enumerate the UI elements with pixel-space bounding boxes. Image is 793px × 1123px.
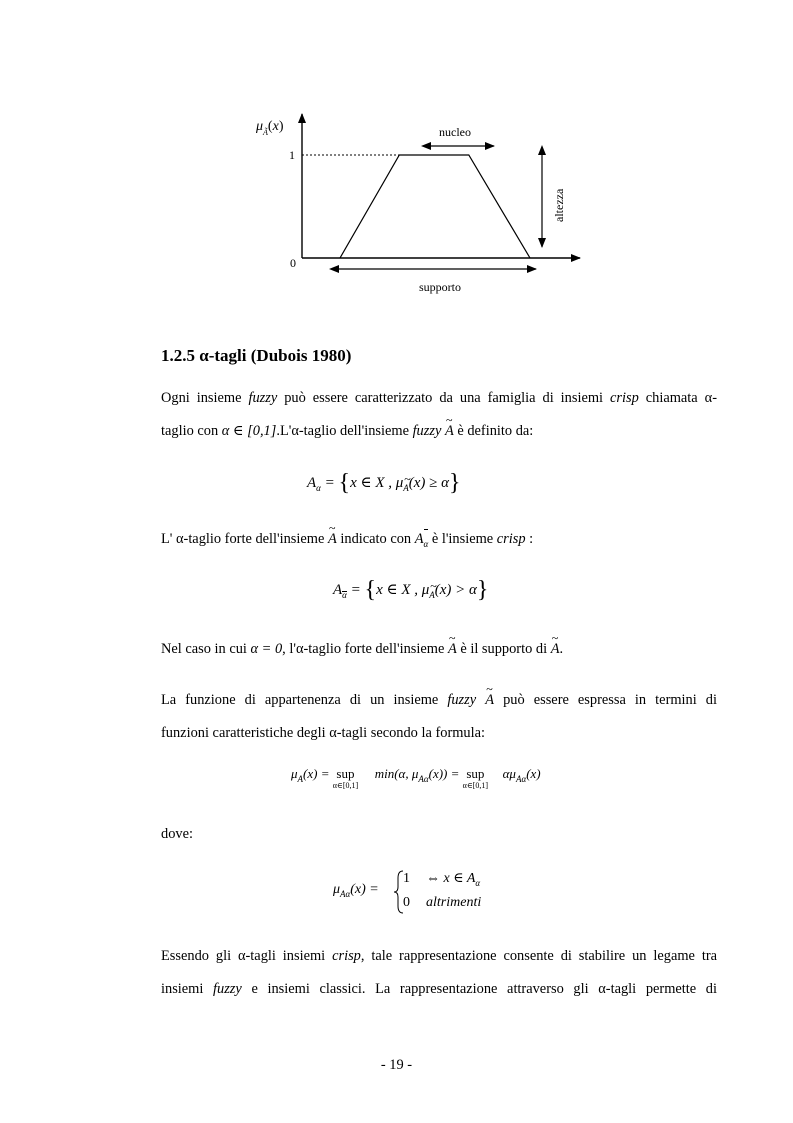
tick-one-label: 1 xyxy=(289,148,295,162)
formula-sup-representation: $\mu_A(x)$ = sup α∈[0,1] min(α, $\mu_{A\alpha}(x)$) = sup α∈[0,1] $\alpha\mu_{A\alpha}(x)$ xyxy=(291,766,541,790)
paragraph-strong-alpha-cut: L' α-taglio forte dell'insieme ~ A indicato con Aα è l'insieme crisp : xyxy=(161,523,717,561)
paragraph-alpha-cut-definition: Ogni insieme fuzzy può essere caratterizzato da una famiglia di insiemi crisp chiamata α- taglio con α ∈ [0,1].L'α-taglio dell'insieme fuzzy ~ A è definito da: xyxy=(161,382,717,448)
paragraph-crisp-link: Essendo gli α-tagli insiemi crisp, tale rappresentazione consente di stabilire un legame tra insiemi fuzzy e insiemi classici. La rappresentazione attraverso gli α-tagli permette di xyxy=(161,948,717,997)
formula-alpha-cut: $A_\alpha = \{x$ ∈ X , μ~ A(x) ≥ α} xyxy=(307,470,461,497)
supporto-label: supporto xyxy=(419,280,461,294)
section-heading: 1.2.5 α-tagli (Dubois 1980) xyxy=(161,346,352,365)
altezza-label: altezza xyxy=(552,188,566,222)
paragraph-alpha-zero: Nel caso in cui α = 0, l'α-taglio forte dell'insieme ~ A è il supporto di ~ A. xyxy=(161,633,717,666)
nucleo-label: nucleo xyxy=(439,125,471,139)
dove-label: dove: xyxy=(161,826,193,842)
y-axis-label: $\mu_Ã(x)$ xyxy=(256,119,284,137)
trapezoid-membership-curve xyxy=(340,155,530,258)
page-number: - 19 - xyxy=(380,1057,413,1073)
paragraph-membership-function: La funzione di appartenenza di un insieme fuzzy ~ A può essere espressa in termini di funzioni caratteristiche degli α-tagli secondo la formula: xyxy=(161,684,717,750)
tick-zero-label: 0 xyxy=(290,256,296,270)
membership-function-figure xyxy=(240,108,600,300)
formula-strong-alpha-cut: Aα = {x ∈ X , μ~ A(x) > α} xyxy=(333,577,488,604)
